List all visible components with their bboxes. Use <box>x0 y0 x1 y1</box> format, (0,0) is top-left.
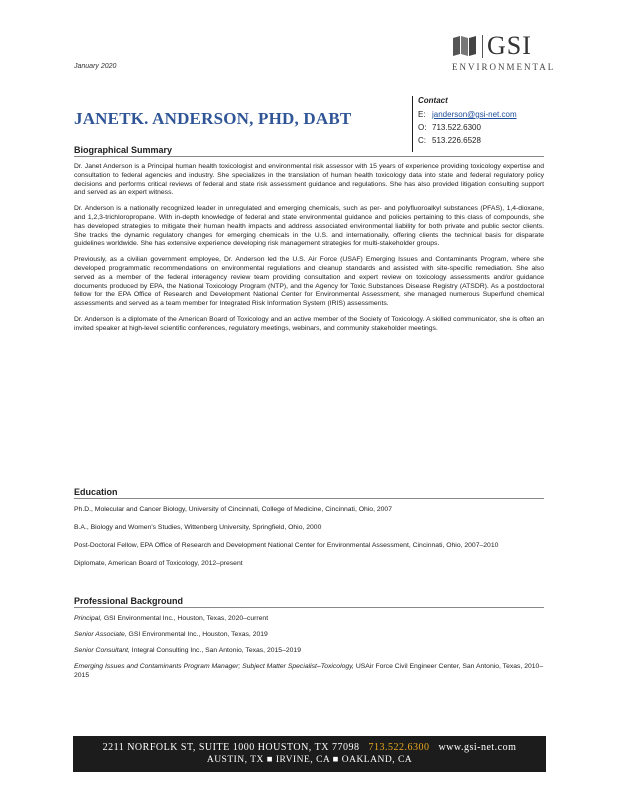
office-label: O: <box>418 123 427 132</box>
footer-phone: 713.522.6300 <box>368 742 430 753</box>
professional-background-section <box>74 596 544 687</box>
biographical-summary-section <box>74 145 544 341</box>
footer-banner <box>73 736 546 772</box>
job-detail: Integral Consulting Inc., San Antonio, Texas, 2015–2019 <box>129 647 301 654</box>
job-entry <box>74 630 544 639</box>
footer-website[interactable]: www.gsi-net.com <box>438 742 517 753</box>
cell-phone: 513.226.6528 <box>432 136 481 145</box>
section-title-background: Professional Background <box>74 596 544 608</box>
document-date: January 2020 <box>74 63 117 70</box>
footer-offices: AUSTIN, TX ■ IRVINE, CA ■ OAKLAND, CA <box>206 755 413 765</box>
footer-line-1 <box>73 736 546 753</box>
job-title: Senior Consultant, <box>74 647 130 654</box>
person-name: JANETK. ANDERSON, PHD, DABT <box>74 109 352 128</box>
contact-block <box>418 96 558 149</box>
job-detail: GSI Environmental Inc., Houston, Texas, 2019 <box>126 631 268 638</box>
cell-label: C: <box>418 136 426 145</box>
logo-divider <box>482 35 483 58</box>
logo-name: GSI <box>487 31 532 60</box>
bio-paragraph: Dr. Anderson is a nationally recognized leader in unregulated and emerging chemicals, such as per- and polyfluoroalkyl substances (PFAS), 1,4-dioxane, and 1,2,3-trichloropropane. With in-depth knowledge of federal and state environmental guidance and policies pertaining to this class of compounds, she has developed strategies to mitigate their human health impacts and address associated environmental liability for both private and public sector clients. She tracks the dynamic regulatory changes for emerging chemicals in the U.S. and internationally, offering clients the technical basis for disparate guidelines worldwide. She has extensive experience developing risk management strategies for multi-stakeholder groups. <box>74 205 544 248</box>
education-section <box>74 487 544 577</box>
education-item: Ph.D., Molecular and Cancer Biology, University of Cincinnati, College of Medicine, Cincinnati, Ohio, 2007 <box>74 506 392 513</box>
contact-email-row <box>418 110 558 119</box>
job-detail: USAir Force Civil Engineer Center, San Antonio, Texas, 2010–2015 <box>74 663 544 679</box>
job-title: Senior Associate, <box>74 631 127 638</box>
section-title-bio: Biographical Summary <box>74 145 544 157</box>
email-link[interactable]: janderson@gsi-net.com <box>432 110 517 119</box>
gsi-logo-mark-icon <box>452 34 478 58</box>
company-logo <box>452 32 572 76</box>
office-phone: 713.522.6300 <box>432 123 481 132</box>
education-item: Diplomate, American Board of Toxicology, 2012–present <box>74 560 243 567</box>
bio-paragraph: Dr. Janet Anderson is a Principal human health toxicologist and environmental risk assessor with 15 years of experience providing toxicology expertise and consultation to federal agencies and industry. She specializes in the translation of human health toxicology data into state and federal regulatory policy decisions and performs critical reviews of federal and state risk assessment guidance and regulations. She has also provided litigation consulting support and served as an expert witness. <box>74 163 544 197</box>
contact-cell-row <box>418 136 558 145</box>
bio-paragraph: Dr. Anderson is a diplomate of the American Board of Toxicology and an active member of the Society of Toxicology. A skilled communicator, she is often an invited speaker at high-level scientific conferences, regulatory meetings, webinars, and community stakeholder meetings. <box>74 315 544 332</box>
contact-title: Contact <box>418 96 448 105</box>
education-item: Post-Doctoral Fellow, EPA Office of Research and Development National Center for Environmental Assessment, Cincinnati, Ohio, 2007–2010 <box>74 542 499 549</box>
contact-divider <box>412 96 413 152</box>
contact-office-row <box>418 123 558 132</box>
job-entry <box>74 646 544 655</box>
education-item: B.A., Biology and Women's Studies, Wittenberg University, Springfield, Ohio, 2000 <box>74 524 322 531</box>
email-label: E: <box>418 110 426 119</box>
job-entry <box>74 614 544 623</box>
section-title-education: Education <box>74 487 544 499</box>
job-title: Principal, <box>74 615 102 622</box>
job-title: Emerging Issues and Contaminants Program Manager; Subject Matter Specialist–Toxicology, <box>74 663 354 670</box>
bio-paragraph: Previously, as a civilian government employee, Dr. Anderson led the U.S. Air Force (USAF) Emerging Issues and Contaminants Program, where she developed programmatic recommendations on environmental regulations and cleanup standards and assisted with site-specific remediation. She also served as a member of the federal interagency review team providing consultation and expert review on toxicology assessments and/or guidance documents produced by EPA, the National Toxicology Program (NTP), and the Agency for Toxic Substances Disease Registry (ATSDR). As a postdoctoral fellow for the EPA Office of Research and Development National Center for Environmental Assessment, she managed numerous Superfund chemical assessments and served as a team member for Integrated Risk Information System (IRIS) assessments. <box>74 256 544 308</box>
job-detail: GSI Environmental Inc., Houston, Texas, 2020–current <box>101 615 269 622</box>
footer-address: 2211 NORFOLK ST, SUITE 1000 HOUSTON, TX 77098 <box>102 742 360 753</box>
job-entry <box>74 662 544 680</box>
logo-subtitle: ENVIRONMENTAL <box>452 62 556 72</box>
